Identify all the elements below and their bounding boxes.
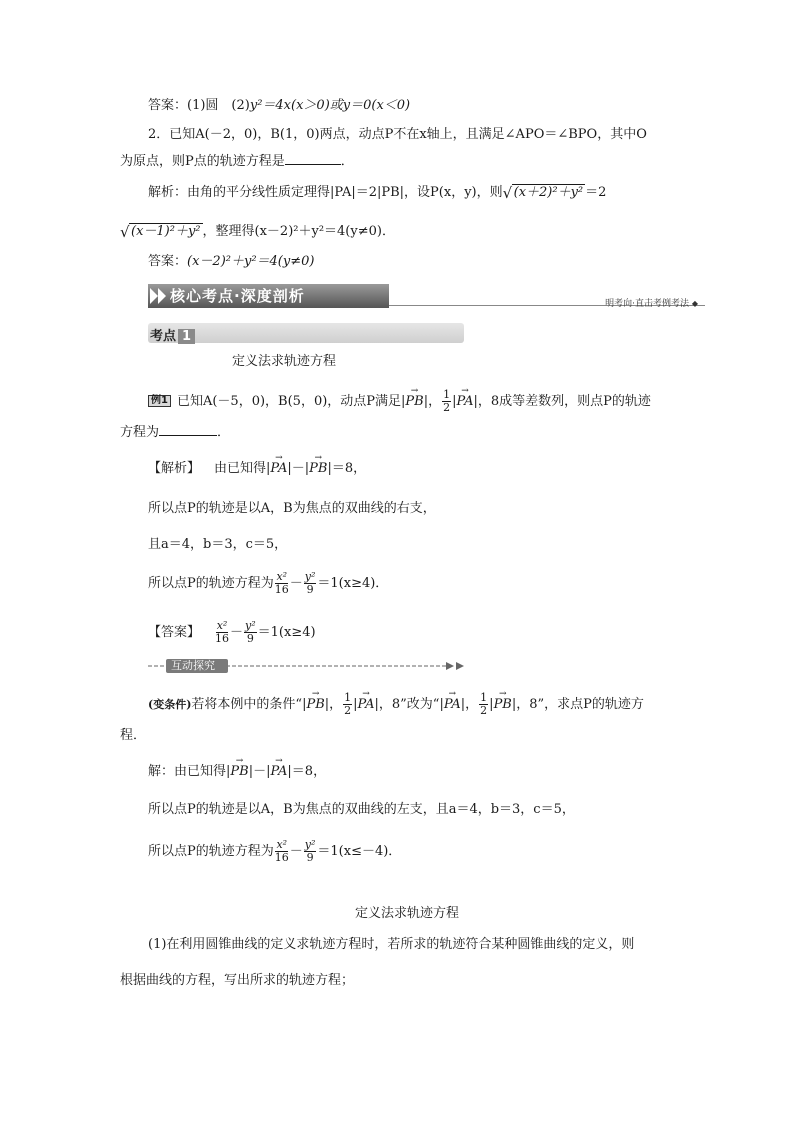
fraction-den: 2: [344, 704, 352, 717]
hudong-label: 互动探究: [171, 659, 215, 672]
answer-label: 答案：: [148, 254, 188, 269]
example-tag: 例1: [148, 395, 171, 407]
fraction-den: 2: [480, 704, 488, 717]
answer-equation: y²＝4x(x＞0)或y＝0(x＜0): [249, 98, 411, 113]
fraction-num: 1: [443, 388, 451, 401]
fraction-num: 1: [344, 691, 352, 704]
problem-2-line-1: 2．已知A(－2，0)，B(1，0)两点，动点P不在x轴上，且满足∠APO＝∠BPO，其中O: [148, 127, 647, 142]
minus-sign: －: [289, 844, 303, 859]
fraction-num: x²: [276, 570, 288, 583]
vector-pb: → PB: [494, 698, 512, 711]
solution-text: 所以点P的轨迹方程为: [148, 844, 274, 859]
fraction-num: y²: [304, 838, 316, 851]
vector-pb: → PB: [309, 462, 327, 475]
fraction-half: [343, 692, 352, 717]
example-1-line-2: [120, 426, 230, 439]
banner-title: 核心考点·深度剖析: [170, 287, 305, 305]
answer-label: 【答案】: [148, 625, 201, 640]
fraction-half: [479, 692, 488, 717]
banner-subtitle: [605, 296, 698, 309]
fraction-den: 16: [215, 632, 230, 645]
kaodian-text: 考点: [150, 329, 177, 344]
minus-sign: －: [289, 576, 303, 591]
solution-label: 解析：: [148, 185, 188, 200]
solution-2-line-1: [148, 184, 607, 202]
fraction-den: 9: [246, 632, 254, 645]
section-title: 定义法求轨迹方程: [232, 354, 337, 369]
solution-3-line-2: 所以点P的轨迹是以A，B为焦点的双曲线的左支，且a＝4，b＝3，c＝5，: [148, 802, 575, 817]
fraction-num: 1: [480, 691, 488, 704]
banner-subtitle-text: 明考向·直击考例考法: [605, 299, 689, 309]
vector-pa: → PA: [270, 462, 287, 475]
solution-2-line-2: [120, 223, 395, 241]
answer-part1: (1)圆 (2): [187, 98, 250, 113]
vector-pb: → PB: [405, 395, 423, 408]
answer-equation: (x－2)²＋y²＝4(y≠0): [187, 254, 315, 269]
example-text-2: |，: [423, 394, 442, 409]
solution-3-line-1: [148, 765, 326, 778]
fraction-num: y²: [304, 570, 316, 583]
fraction-den: 9: [306, 583, 314, 596]
diamond-icon: ◆: [691, 299, 698, 308]
fraction-y2-9: [304, 571, 317, 596]
answer-blank: [285, 164, 341, 165]
variant-sep: |，: [460, 697, 479, 712]
solution-result: ＝1(x≤－4)．: [317, 844, 402, 859]
kaodian-bar: [148, 323, 464, 343]
analysis-text: 由已知得|: [214, 461, 271, 476]
analysis-line-3: 且a＝4，b＝3，c＝5，: [148, 537, 288, 552]
analysis-line-2: 所以点P的轨迹是以A，B为焦点的双曲线的右支，: [148, 501, 436, 516]
solution-text: 由角的平分线性质定理得|PA|＝2|PB|，设P(x，y)，则: [187, 185, 503, 200]
vector-pa: → PA: [270, 765, 287, 778]
variant-text: 若将本例中的条件“|: [191, 697, 307, 712]
equals-two: ＝2: [585, 185, 607, 200]
summary-line-1: (1)在利用圆锥曲线的定义求轨迹方程时，若所求的轨迹符合某种圆锥曲线的定义，则: [148, 937, 635, 952]
fraction-den: 16: [274, 583, 289, 596]
example-text-4: |，8成等差数列，则点P的轨迹: [473, 394, 651, 409]
analysis-result: ＝1(x≥4)．: [317, 576, 389, 591]
variant-sep: |，: [324, 697, 343, 712]
analysis-minus: |－|: [287, 461, 310, 476]
solution-equals: |＝8，: [287, 764, 327, 779]
analysis-label: 【解析】: [148, 461, 201, 476]
problem-2-period: ．: [340, 154, 354, 169]
radicand-1: (x＋2)²＋y²: [513, 185, 584, 200]
example-period: ．: [217, 425, 231, 440]
fraction-den: 2: [443, 401, 451, 414]
analysis-equals: |＝8，: [327, 461, 367, 476]
variant-line-2: 程．: [120, 728, 147, 743]
problem-2-line-2: [120, 155, 354, 168]
sqrt-expression-1: √ (x＋2)²＋y²: [502, 184, 584, 202]
kaodian-number: 1: [178, 329, 195, 344]
example-text-3: |: [452, 394, 457, 409]
fraction-den: 9: [306, 851, 314, 864]
solution-conclusion: ，整理得(x－2)²＋y²＝4(y≠0)．: [202, 224, 395, 239]
answer-2-line: [148, 255, 314, 268]
fraction-y2-9: [244, 620, 257, 645]
analysis-line-4: [148, 571, 388, 596]
variant-line-1: (变条件)若将本例中的条件“|→ PB|， $\frac{1}{2}$ |→ PA|，8”改为“|→ PA|， $\frac{1}{2}$ |→ PB|，8”，求点P的轨迹方: [148, 692, 644, 717]
fraction-x2-16: [275, 571, 289, 596]
answer-result: ＝1(x≥4): [257, 625, 316, 640]
problem-2-text: 为原点，则P点的轨迹方程是: [120, 154, 285, 169]
analysis-line-1: [148, 462, 366, 475]
radicand-2: (x－1)²＋y²: [131, 224, 201, 239]
vector-pa: → PA: [358, 698, 375, 711]
fraction-x2-16: [275, 839, 289, 864]
analysis-text: 所以点P的轨迹方程为: [148, 576, 274, 591]
example-1-line-1: [148, 389, 651, 414]
summary-title: 定义法求轨迹方程: [355, 906, 460, 921]
fraction-half: [442, 389, 451, 414]
answer-3-line: [148, 620, 316, 645]
answer-label: 答案：: [148, 98, 188, 113]
solution-text: 解：由已知得|: [148, 764, 231, 779]
fraction-num: x²: [276, 838, 288, 851]
minus-sign: －: [230, 625, 244, 640]
example-text-5: 方程为: [120, 425, 160, 440]
solution-minus: |－|: [248, 764, 271, 779]
vector-pa: → PA: [457, 395, 474, 408]
example-text: 已知A(－5，0)，B(5，0)，动点P满足|: [176, 394, 406, 409]
vector-pb: → PB: [306, 698, 324, 711]
summary-line-2: 根据曲线的方程，写出所求的轨迹方程；: [120, 973, 355, 988]
vector-pa: → PA: [444, 698, 461, 711]
fraction-y2-9: [304, 839, 317, 864]
variant-text-2: |，8”改为“|: [374, 697, 444, 712]
vector-pb: → PB: [230, 765, 248, 778]
answer-1-line: [148, 99, 410, 112]
sqrt-expression-2: √ (x－1)²＋y²: [120, 223, 201, 241]
fraction-x2-16: [215, 620, 229, 645]
fraction-den: 16: [274, 851, 289, 864]
kaodian-label: [150, 325, 195, 344]
fraction-num: x²: [216, 619, 228, 632]
solution-3-line-3: [148, 839, 401, 864]
fraction-num: y²: [245, 619, 256, 632]
answer-blank: [159, 435, 217, 436]
variant-text-3: |，8”，求点P的轨迹方: [511, 697, 644, 712]
variant-tag: (变条件): [148, 698, 192, 711]
